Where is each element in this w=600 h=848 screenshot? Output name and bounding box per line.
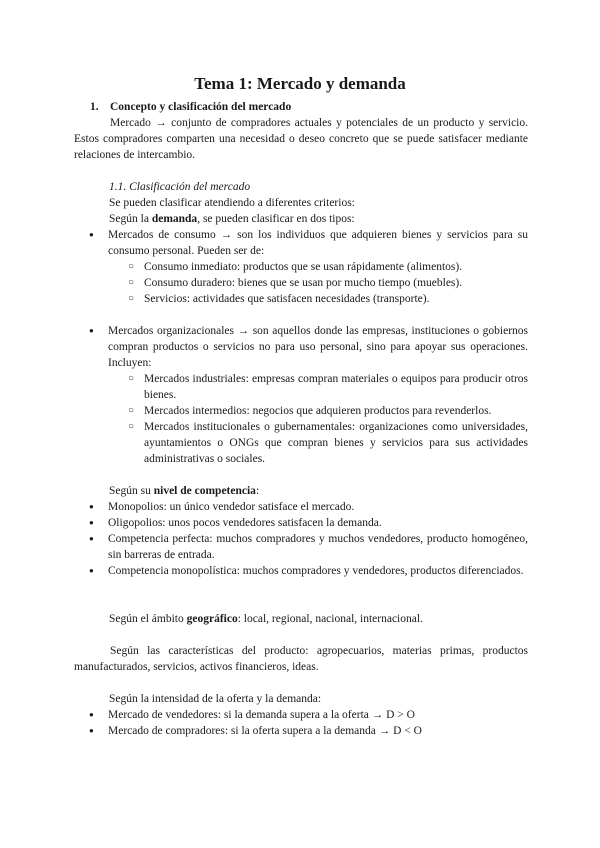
intensidad-list (74, 707, 528, 739)
mercado-definition: Mercado → conjunto de compradores actuales y potenciales de un producto y servicio. Estos compradores comparten una necesidad o deseo concreto que se puede satisfacer mediante relaciones de intercambio. (74, 117, 528, 161)
subsection-heading: 1.1. Clasificación del mercado (109, 181, 251, 193)
list-item: ○ Consumo duradero: bienes que se usan por mucho tiempo (muebles). (108, 275, 528, 291)
organizacionales-text: Mercados organizacionales → son aquellos donde las empresas, instituciones o gobiernos compran productos o servicios no para uso personal, sino para apoyar sus operaciones. Incluyen: (108, 325, 528, 369)
demanda-suffix: , se pueden clasificar en dos tipos: (197, 213, 355, 225)
section-number: 1. (90, 101, 99, 113)
competencia-prefix: Según su (109, 485, 154, 497)
consumo-sublist (108, 259, 528, 307)
criteria-intro: Se pueden clasificar atendiendo a diferentes criterios: (109, 197, 355, 209)
list-item: ● Oligopolios: unos pocos vendedores satisfacen la demanda. (74, 515, 528, 531)
list-item: ● Mercado de compradores: si la oferta supera a la demanda → D < O (74, 723, 528, 739)
demanda-bold: demanda (151, 213, 198, 225)
geografico-line (109, 611, 423, 627)
list-item: ● Competencia perfecta: muchos compradores y muchos vendedores, producto homogéneo, sin barreras de entrada. (74, 531, 528, 563)
competencia-intro (109, 483, 259, 499)
list-item: ○ Mercados intermedios: negocios que adquieren productos para revenderlos. (108, 403, 528, 419)
list-item: ● Mercado de vendedores: si la demanda supera a la oferta → D > O (74, 707, 528, 723)
list-item (74, 323, 528, 467)
geografico-bold: geográfico (186, 613, 238, 625)
list-item: ● Monopolios: un único vendedor satisface el mercado. (74, 499, 528, 515)
section-heading-text: Concepto y clasificación del mercado (110, 101, 292, 113)
consumo-list (74, 227, 528, 307)
caracteristicas-paragraph: Según las características del producto: agropecuarios, materias primas, productos manufacturados, servicios, activos financieros, ideas. (74, 645, 528, 673)
list-item (74, 227, 528, 307)
competencia-list (74, 499, 528, 579)
geografico-suffix: : local, regional, nacional, internacional. (237, 613, 423, 625)
competencia-bold: nivel de competencia (153, 485, 256, 497)
list-item: ○ Consumo inmediato: productos que se usan rápidamente (alimentos). (108, 259, 528, 275)
demanda-prefix: Según la (109, 213, 152, 225)
list-item: ○ Servicios: actividades que satisfacen necesidades (transporte). (108, 291, 528, 307)
competencia-suffix: : (255, 485, 260, 497)
organizacionales-list (74, 323, 528, 467)
geografico-prefix: Según el ámbito (109, 613, 187, 625)
section-heading (90, 99, 291, 115)
list-item: ○ Mercados industriales: empresas compran materiales o equipos para producir otros bienes. (108, 371, 528, 403)
demanda-intro (109, 211, 355, 227)
organizacionales-sublist (108, 371, 528, 467)
list-item: ● Competencia monopolística: muchos compradores y vendedores, productos diferenciados. (74, 563, 528, 579)
consumo-text: Mercados de consumo → son los individuos que adquieren bienes y servicios para su consumo personal. Pueden ser de: (108, 229, 528, 257)
list-item: ○ Mercados institucionales o gubernamentales: organizaciones como universidades, ayuntamientos o ONGs que compran bienes y servicios para sus actividades administrativas o sociales. (108, 419, 528, 467)
page-title: Tema 1: Mercado y demanda (194, 74, 406, 93)
intensidad-intro: Según la intensidad de la oferta y la demanda: (109, 693, 322, 705)
